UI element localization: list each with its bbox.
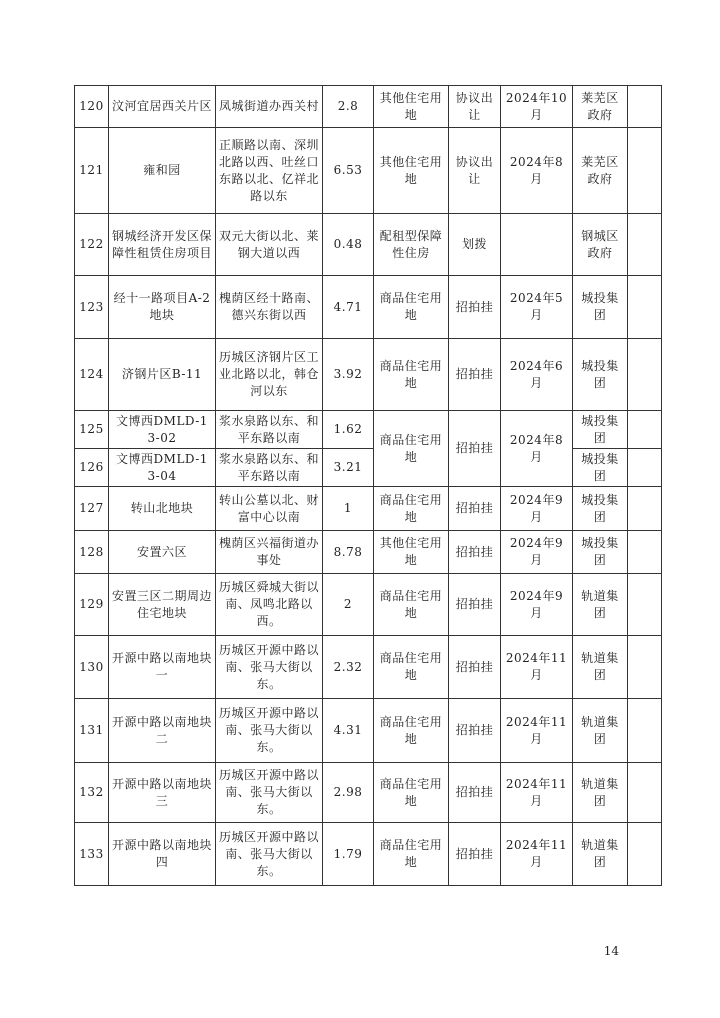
location: 双元大街以北、莱钢大道以西 (216, 214, 323, 276)
supply-time: 2024年11月 (501, 699, 573, 763)
supply-time: 2024年8月 (501, 411, 573, 487)
land-use: 配租型保障性住房 (374, 214, 449, 276)
supply-method: 划拨 (449, 214, 501, 276)
row-number: 128 (75, 531, 109, 574)
note (628, 214, 662, 276)
land-use: 其他住宅用地 (374, 531, 449, 574)
table-row (75, 86, 662, 128)
land-use: 其他住宅用地 (374, 128, 449, 214)
location: 历城区开源中路以南、张马大街以东。 (216, 699, 323, 763)
table-row (75, 574, 662, 636)
supply-method: 招拍挂 (449, 636, 501, 699)
note (628, 339, 662, 411)
note (628, 574, 662, 636)
land-use: 商品住宅用地 (374, 487, 449, 531)
supply-time: 2024年11月 (501, 636, 573, 699)
page-number: 14 (603, 944, 619, 958)
project-name: 钢城经济开发区保障性租赁住房项目 (109, 214, 216, 276)
responsible-unit: 轨道集团 (573, 574, 628, 636)
land-use: 商品住宅用地 (374, 699, 449, 763)
land-use: 商品住宅用地 (374, 276, 449, 339)
row-number: 124 (75, 339, 109, 411)
note (628, 763, 662, 823)
land-use: 商品住宅用地 (374, 636, 449, 699)
area: 3.92 (323, 339, 374, 411)
table-row (75, 411, 662, 449)
supply-method: 招拍挂 (449, 699, 501, 763)
supply-time: 2024年8月 (501, 128, 573, 214)
note (628, 699, 662, 763)
note (628, 411, 662, 449)
location: 凤城街道办西关村 (216, 86, 323, 128)
row-number: 129 (75, 574, 109, 636)
area: 2 (323, 574, 374, 636)
row-number: 131 (75, 699, 109, 763)
row-number: 130 (75, 636, 109, 699)
note (628, 487, 662, 531)
responsible-unit: 轨道集团 (573, 763, 628, 823)
location: 正顺路以南、深圳北路以西、吐丝口东路以北、亿祥北路以东 (216, 128, 323, 214)
project-name: 雍和园 (109, 128, 216, 214)
row-number: 133 (75, 823, 109, 886)
land-use: 商品住宅用地 (374, 763, 449, 823)
supply-time: 2024年9月 (501, 531, 573, 574)
row-number: 120 (75, 86, 109, 128)
area: 1 (323, 487, 374, 531)
table-row (75, 339, 662, 411)
note (628, 823, 662, 886)
area: 4.71 (323, 276, 374, 339)
responsible-unit: 莱芜区政府 (573, 128, 628, 214)
note (628, 449, 662, 487)
supply-time: 2024年5月 (501, 276, 573, 339)
row-number: 123 (75, 276, 109, 339)
table-row (75, 823, 662, 886)
supply-method: 协议出让 (449, 86, 501, 128)
table-row (75, 763, 662, 823)
responsible-unit: 城投集团 (573, 449, 628, 487)
supply-method: 招拍挂 (449, 487, 501, 531)
project-name: 开源中路以南地块四 (109, 823, 216, 886)
supply-time: 2024年10月 (501, 86, 573, 128)
supply-method: 招拍挂 (449, 339, 501, 411)
responsible-unit: 城投集团 (573, 487, 628, 531)
area: 4.31 (323, 699, 374, 763)
responsible-unit: 轨道集团 (573, 823, 628, 886)
project-name: 开源中路以南地块二 (109, 699, 216, 763)
area: 2.98 (323, 763, 374, 823)
location: 历城区济钢片区工业北路以北，韩仓河以东 (216, 339, 323, 411)
supply-method: 招拍挂 (449, 763, 501, 823)
responsible-unit: 城投集团 (573, 531, 628, 574)
note (628, 128, 662, 214)
supply-method: 招拍挂 (449, 276, 501, 339)
project-name: 开源中路以南地块一 (109, 636, 216, 699)
land-supply-table (74, 85, 662, 886)
row-number: 132 (75, 763, 109, 823)
responsible-unit: 城投集团 (573, 339, 628, 411)
table-row (75, 699, 662, 763)
area: 0.48 (323, 214, 374, 276)
responsible-unit: 轨道集团 (573, 636, 628, 699)
row-number: 125 (75, 411, 109, 449)
land-use: 商品住宅用地 (374, 574, 449, 636)
area: 2.8 (323, 86, 374, 128)
table-row (75, 214, 662, 276)
location: 槐荫区经十路南、德兴东街以西 (216, 276, 323, 339)
table-row (75, 531, 662, 574)
table-row (75, 276, 662, 339)
area: 8.78 (323, 531, 374, 574)
supply-method: 招拍挂 (449, 574, 501, 636)
project-name: 文博西DMLD-13-02 (109, 411, 216, 449)
project-name: 济钢片区B-11 (109, 339, 216, 411)
location: 历城区开源中路以南、张马大街以东。 (216, 763, 323, 823)
area: 3.21 (323, 449, 374, 487)
row-number: 122 (75, 214, 109, 276)
responsible-unit: 城投集团 (573, 276, 628, 339)
project-name: 安置六区 (109, 531, 216, 574)
land-use: 商品住宅用地 (374, 823, 449, 886)
note (628, 276, 662, 339)
project-name: 汶河宜居西关片区 (109, 86, 216, 128)
supply-time (501, 214, 573, 276)
supply-method: 招拍挂 (449, 411, 501, 487)
location: 槐荫区兴福街道办事处 (216, 531, 323, 574)
project-name: 安置三区二期周边住宅地块 (109, 574, 216, 636)
location: 历城区开源中路以南、张马大街以东。 (216, 636, 323, 699)
project-name: 转山北地块 (109, 487, 216, 531)
location: 浆水泉路以东、和平东路以南 (216, 449, 323, 487)
supply-time: 2024年9月 (501, 487, 573, 531)
project-name: 经十一路项目A-2地块 (109, 276, 216, 339)
location: 历城区开源中路以南、张马大街以东。 (216, 823, 323, 886)
note (628, 636, 662, 699)
land-use: 商品住宅用地 (374, 339, 449, 411)
area: 1.79 (323, 823, 374, 886)
supply-time: 2024年11月 (501, 763, 573, 823)
row-number: 121 (75, 128, 109, 214)
location: 转山公墓以北、财富中心以南 (216, 487, 323, 531)
table-row (75, 128, 662, 214)
responsible-unit: 轨道集团 (573, 699, 628, 763)
supply-time: 2024年6月 (501, 339, 573, 411)
responsible-unit: 莱芜区政府 (573, 86, 628, 128)
land-use: 其他住宅用地 (374, 86, 449, 128)
table-row (75, 449, 662, 487)
supply-time: 2024年11月 (501, 823, 573, 886)
table-row (75, 636, 662, 699)
responsible-unit: 钢城区政府 (573, 214, 628, 276)
row-number: 126 (75, 449, 109, 487)
supply-method: 招拍挂 (449, 531, 501, 574)
area: 2.32 (323, 636, 374, 699)
note (628, 531, 662, 574)
land-use: 商品住宅用地 (374, 411, 449, 487)
table-row (75, 487, 662, 531)
project-name: 文博西DMLD-13-04 (109, 449, 216, 487)
supply-method: 招拍挂 (449, 823, 501, 886)
location: 历城区舜城大街以南、凤鸣北路以西。 (216, 574, 323, 636)
supply-method: 协议出让 (449, 128, 501, 214)
area: 1.62 (323, 411, 374, 449)
supply-time: 2024年9月 (501, 574, 573, 636)
location: 浆水泉路以东、和平东路以南 (216, 411, 323, 449)
responsible-unit: 城投集团 (573, 411, 628, 449)
project-name: 开源中路以南地块三 (109, 763, 216, 823)
row-number: 127 (75, 487, 109, 531)
area: 6.53 (323, 128, 374, 214)
note (628, 86, 662, 128)
